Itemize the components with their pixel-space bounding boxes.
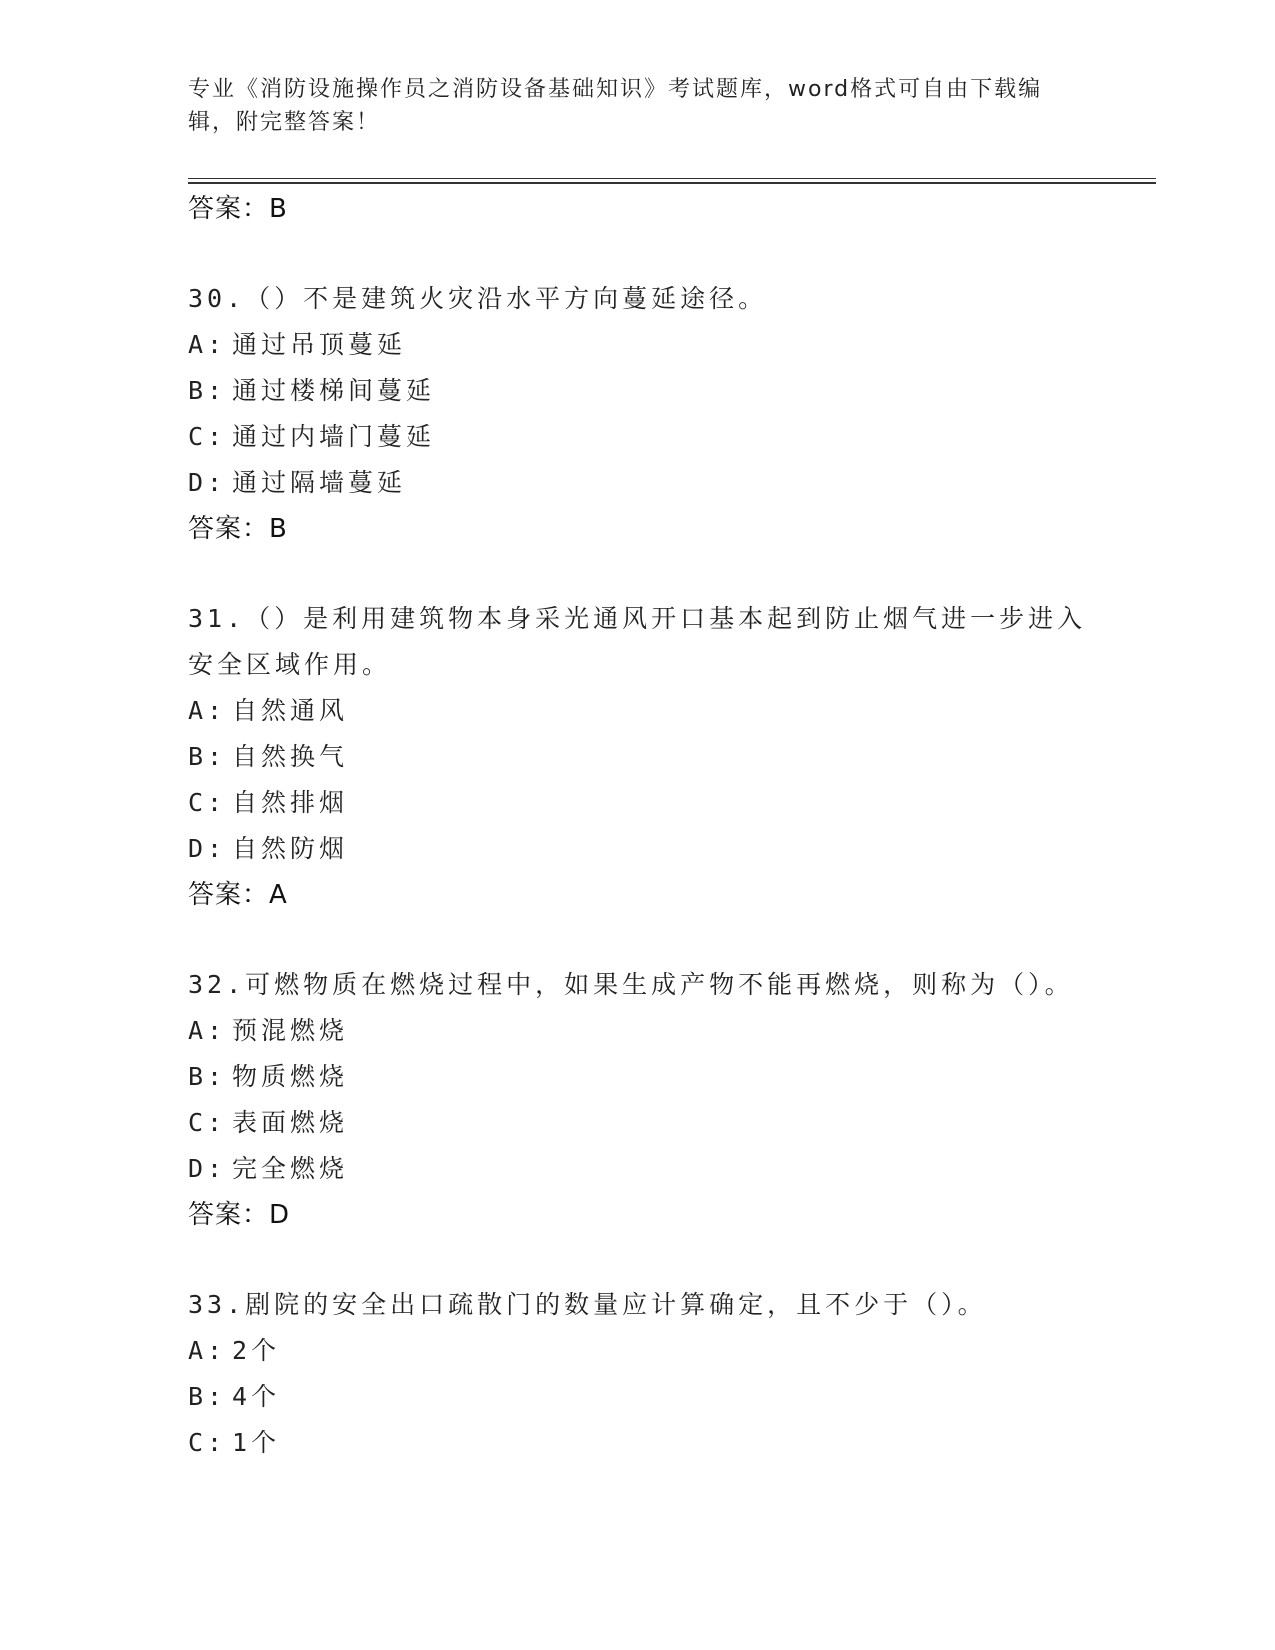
answer-line [188,506,1088,552]
option-key: D: [188,1154,227,1183]
option-b [188,1054,1088,1100]
option-text: 物质燃烧 [232,1062,349,1091]
option-text: 4个 [232,1382,281,1411]
answer-value: D [269,1200,291,1230]
option-c [188,414,1088,460]
option-a [188,1328,1088,1374]
answer-line [188,186,1088,232]
answer-line [188,1192,1088,1238]
option-key: A: [188,696,227,725]
option-text: 自然防烟 [232,834,349,863]
option-text: 自然通风 [232,696,349,725]
option-d [188,1146,1088,1192]
option-a [188,688,1088,734]
option-c [188,780,1088,826]
question-stem [188,1282,1088,1328]
option-text: 2个 [232,1336,281,1365]
option-key: C: [188,788,227,817]
option-a [188,1008,1088,1054]
option-text: 表面燃烧 [232,1108,349,1137]
question-stem [188,276,1088,322]
question-31 [188,596,1088,918]
option-text: 完全燃烧 [232,1154,349,1183]
question-number: 33. [188,1290,246,1319]
option-text: 通过内墙门蔓延 [232,422,436,451]
option-d [188,460,1088,506]
answer-value: A [269,880,288,910]
option-key: C: [188,1108,227,1137]
option-key: B: [188,376,227,405]
option-text: 预混燃烧 [232,1016,349,1045]
answer-label: 答案： [188,194,270,224]
option-text: 自然换气 [232,742,349,771]
option-a [188,322,1088,368]
question-30 [188,276,1088,552]
answer-label: 答案： [188,1200,270,1230]
question-text: 可燃物质在燃烧过程中，如果生成产物不能再燃烧，则称为（）。 [245,970,1074,999]
answer-label: 答案： [188,880,270,910]
answer-value: B [269,194,288,224]
option-b [188,368,1088,414]
option-d [188,826,1088,872]
option-key: C: [188,422,227,451]
question-text: （）不是建筑火灾沿水平方向蔓延途径。 [245,284,768,313]
option-key: A: [188,1016,227,1045]
question-text: 剧院的安全出口疏散门的数量应计算确定，且不少于（）。 [245,1290,987,1319]
option-key: D: [188,834,227,863]
option-key: A: [188,1336,227,1365]
header-divider-thin [188,178,1156,179]
option-text: 自然排烟 [232,788,349,817]
option-b [188,1374,1088,1420]
page-header-text: 专业《消防设施操作员之消防设备基础知识》考试题库，word格式可自由下载编辑，附完整答案！ [188,77,1043,135]
header-divider-thick [188,182,1156,184]
option-key: B: [188,742,227,771]
answer-line [188,872,1088,918]
option-key: B: [188,1062,227,1091]
answer-value: B [269,514,288,544]
question-number: 31. [188,604,246,633]
question-32 [188,962,1088,1238]
option-c [188,1100,1088,1146]
question-stem [188,962,1088,1008]
option-key: A: [188,330,227,359]
question-number: 32. [188,970,246,999]
question-33 [188,1282,1088,1466]
question-stem [188,596,1088,688]
option-text: 通过吊顶蔓延 [232,330,407,359]
option-c [188,1420,1088,1466]
question-list [188,186,1088,1466]
option-key: B: [188,1382,227,1411]
option-b [188,734,1088,780]
question-number: 30. [188,284,246,313]
answer-label: 答案： [188,514,270,544]
option-text: 通过楼梯间蔓延 [232,376,436,405]
question-text: （）是利用建筑物本身采光通风开口基本起到防止烟气进一步进入安全区域作用。 [188,604,1087,679]
option-key: C: [188,1428,227,1457]
option-key: D: [188,468,227,497]
option-text: 通过隔墙蔓延 [232,468,407,497]
option-text: 1个 [232,1428,281,1457]
